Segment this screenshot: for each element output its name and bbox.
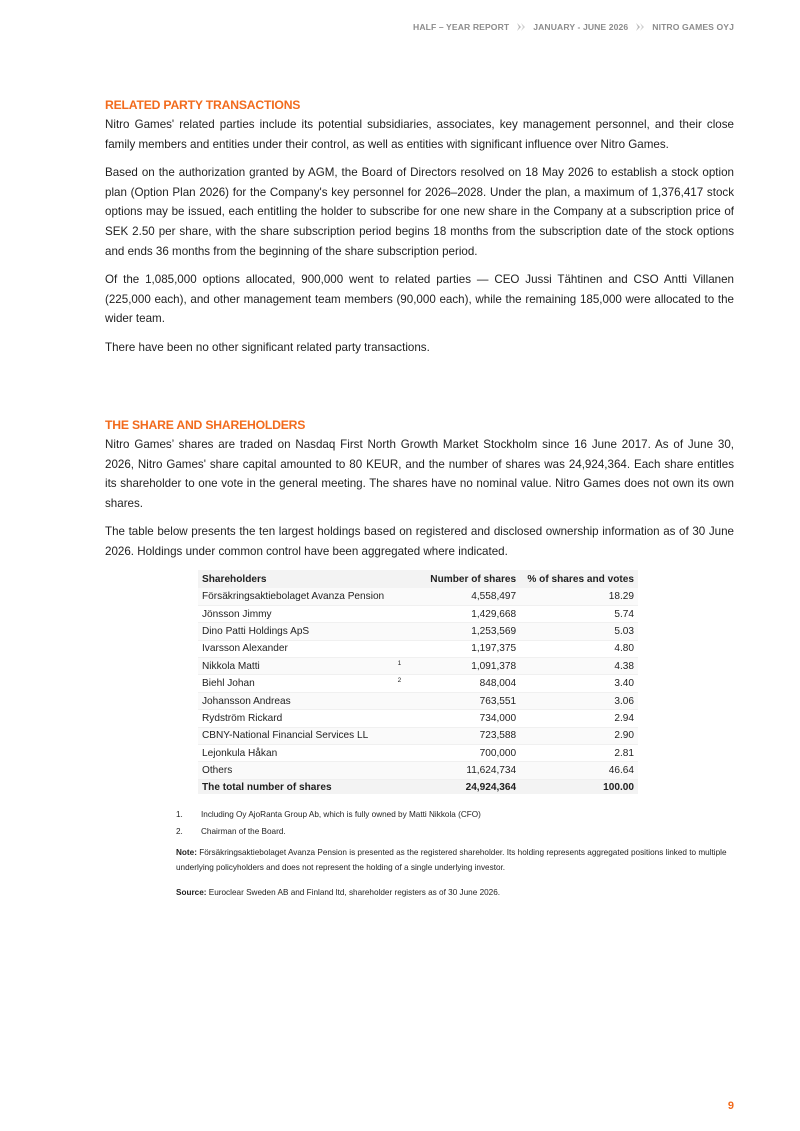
table-footnotes — [176, 809, 736, 900]
footnote-1-text: Including Oy AjoRanta Group Ab, which is fully owned by Matti Nikkola (CFO) — [201, 810, 481, 819]
share-percent: 4.38 — [520, 658, 638, 675]
share-percent: 2.94 — [520, 710, 638, 727]
related-party-section — [105, 98, 734, 367]
shareholder-name: Ivarsson Alexander — [198, 640, 394, 657]
footnote-marker — [394, 745, 424, 762]
shareholder-name: Nikkola Matti — [198, 658, 394, 675]
share-count: 700,000 — [424, 745, 521, 762]
col-header-shareholders: Shareholders — [198, 570, 394, 588]
footnote-marker — [394, 727, 424, 744]
table-row — [198, 658, 638, 675]
footnote-2-text: Chairman of the Board. — [201, 827, 286, 836]
header-period-label: JANUARY - JUNE 2026 — [533, 22, 629, 32]
share-percent: 3.06 — [520, 692, 638, 709]
related-party-title: RELATED PARTY TRANSACTIONS — [105, 98, 301, 112]
table-row — [198, 623, 638, 640]
source-text: Euroclear Sweden AB and Finland ltd, shareholder registers as of 30 June 2026. — [208, 888, 501, 897]
total-share-percent: 100.00 — [520, 779, 638, 794]
table-note — [176, 845, 736, 875]
table-row — [198, 710, 638, 727]
header-report-label: HALF – YEAR REPORT — [413, 22, 510, 32]
share-paragraph-2: The table below presents the ten largest holdings based on registered and disclosed ownership information as of 30 June 2026. Holdings under common control have been aggregated where indicated. — [105, 525, 734, 558]
table-source — [176, 885, 736, 900]
footnote-marker — [394, 710, 424, 727]
footnote-1-number: 1. — [176, 810, 183, 819]
shareholder-name: Försäkringsaktiebolaget Avanza Pension — [198, 588, 394, 605]
shareholder-name: Rydström Rickard — [198, 710, 394, 727]
footnote-marker — [394, 605, 424, 622]
footnote-marker: 1 — [394, 658, 424, 675]
related-party-paragraph-3: Of the 1,085,000 options allocated, 900,000 went to related parties — CEO Jussi Tähtinen and CSO Antti Villanen (225,000 each), and other management team members (90,000 each), while the remaining 185,000 were allocated to the wider team. — [105, 273, 734, 326]
shareholder-name: Lejonkula Håkan — [198, 745, 394, 762]
table-row — [198, 745, 638, 762]
share-percent: 5.03 — [520, 623, 638, 640]
shareholder-name: Biehl Johan — [198, 675, 394, 692]
page-header — [413, 22, 734, 32]
footnote-marker: 2 — [394, 675, 424, 692]
nitro-logo-icon — [635, 22, 645, 32]
footnote-2-number: 2. — [176, 827, 183, 836]
shareholder-name: Jönsson Jimmy — [198, 605, 394, 622]
total-label: The total number of shares — [198, 779, 394, 794]
total-share-count: 24,924,364 — [424, 779, 521, 794]
shareholder-name: Dino Patti Holdings ApS — [198, 623, 394, 640]
footnote-marker — [394, 588, 424, 605]
shareholder-name: CBNY-National Financial Services LL — [198, 727, 394, 744]
share-count: 848,004 — [424, 675, 521, 692]
footnote-marker — [394, 623, 424, 640]
share-percent: 4.80 — [520, 640, 638, 657]
source-label: Source: — [176, 888, 207, 897]
header-company-label: NITRO GAMES OYJ — [652, 22, 734, 32]
share-count: 11,624,734 — [424, 762, 521, 779]
shareholder-name: Johansson Andreas — [198, 692, 394, 709]
page-number: 9 — [727, 1100, 734, 1112]
share-section — [105, 418, 734, 571]
table-row — [198, 675, 638, 692]
col-header-percent: % of shares and votes — [520, 570, 638, 588]
share-percent: 46.64 — [520, 762, 638, 779]
share-percent: 2.81 — [520, 745, 638, 762]
footnote-1 — [176, 809, 736, 820]
footnote-marker — [394, 779, 424, 794]
share-percent: 2.90 — [520, 727, 638, 744]
table-row — [198, 588, 638, 605]
share-percent: 3.40 — [520, 675, 638, 692]
table-total-row — [198, 779, 638, 794]
share-count: 1,091,378 — [424, 658, 521, 675]
table-row — [198, 605, 638, 622]
footnote-2 — [176, 826, 736, 837]
note-text: Försäkringsaktiebolaget Avanza Pension is presented as the registered shareholder. Its holding represents aggregated positions linked to multiple underlying policyholders and does not represent the holding of a single underlying investor. — [176, 848, 727, 872]
footnote-marker — [394, 692, 424, 709]
share-count: 763,551 — [424, 692, 521, 709]
share-count: 4,558,497 — [424, 588, 521, 605]
share-count: 1,429,668 — [424, 605, 521, 622]
shareholders-table — [198, 570, 638, 794]
share-percent: 18.29 — [520, 588, 638, 605]
share-count: 734,000 — [424, 710, 521, 727]
table-row — [198, 727, 638, 744]
table-row — [198, 762, 638, 779]
share-percent: 5.74 — [520, 605, 638, 622]
share-section-title: THE SHARE AND SHAREHOLDERS — [105, 418, 306, 432]
table-header-row — [198, 570, 638, 588]
col-header-number-of-shares: Number of shares — [424, 570, 521, 588]
shareholder-name: Others — [198, 762, 394, 779]
footnote-marker — [394, 762, 424, 779]
table-row — [198, 692, 638, 709]
note-label: Note: — [176, 848, 197, 857]
related-party-paragraph-2: Based on the authorization granted by AGM, the Board of Directors resolved on 18 May 2026 to establish a stock option plan (Option Plan 2026) for the Company's key personnel for 2026–2028. Under the plan, a maximum of 1,376,417 stock options may be issued, each entitling the holder to subscribe for one new share in the Company at a subscription price of SEK 2.50 per share, with the share subscription period begins 18 months from the subscription date of the stock options and ends 36 months from the beginning of the share subscription period. — [105, 166, 734, 258]
col-header-footnote — [394, 570, 424, 588]
footnote-marker — [394, 640, 424, 657]
share-count: 1,253,569 — [424, 623, 521, 640]
share-count: 1,197,375 — [424, 640, 521, 657]
share-paragraph-1: Nitro Games’ shares are traded on Nasdaq First North Growth Market Stockholm since 16 June 2017. As of June 30, 2026, Nitro Games' share capital amounted to 80 KEUR, and the number of shares was 24,924,364. Each share entitles its shareholder to one vote in the general meeting. The shares have no nominal value. Nitro Games does not own its own shares. — [105, 438, 734, 510]
related-party-paragraph-1: Nitro Games' related parties include its potential subsidiaries, associates, key management personnel, and their close family members and entities under their control, as well as entities with significant influence over Nitro Games. — [105, 118, 734, 151]
nitro-logo-icon — [516, 22, 526, 32]
related-party-paragraph-4: There have been no other significant related party transactions. — [105, 340, 430, 354]
table-row — [198, 640, 638, 657]
share-count: 723,588 — [424, 727, 521, 744]
